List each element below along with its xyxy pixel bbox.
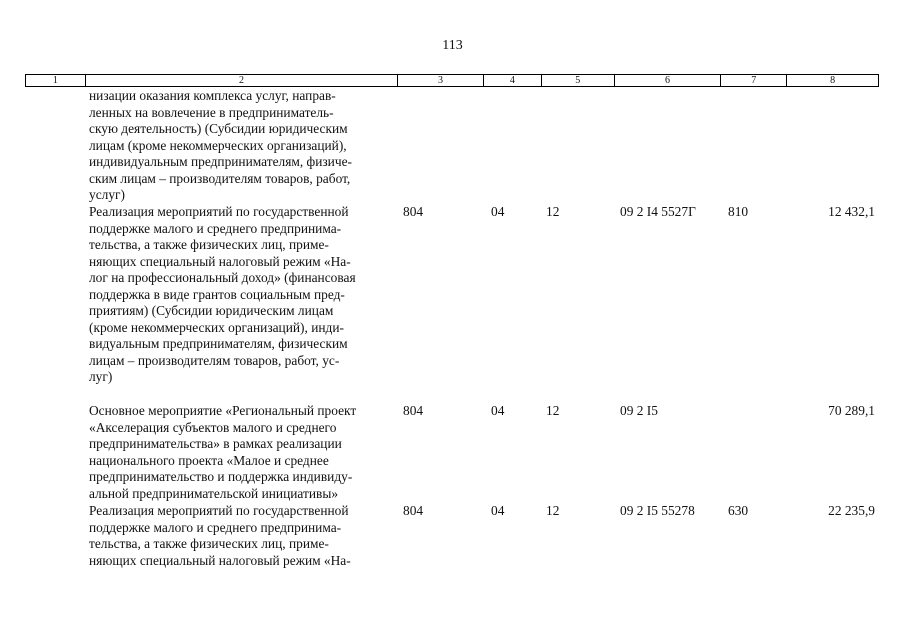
description-line: няющих специальный налоговый режим «На- bbox=[89, 253, 351, 269]
column-number-6: 6 bbox=[615, 75, 722, 86]
description-line: национального проекта «Малое и среднее bbox=[89, 452, 329, 468]
description-line: «Акселерация субъектов малого и среднего bbox=[89, 419, 337, 435]
description-line: поддержке малого и среднего предпринима- bbox=[89, 220, 342, 236]
column-number-3: 3 bbox=[398, 75, 484, 86]
description-line: лицам – производителям товаров, работ, ус- bbox=[89, 352, 340, 368]
column-number-5: 5 bbox=[542, 75, 615, 86]
target-article-code: 09 2 I5 55278 bbox=[620, 503, 695, 518]
row-description bbox=[89, 88, 389, 204]
description-line: предпринимательства» в рамках реализации bbox=[89, 436, 342, 451]
budget-table-body bbox=[25, 88, 879, 571]
description-line: луг) bbox=[89, 369, 113, 384]
expense-type-code: 810 bbox=[728, 204, 749, 219]
target-article-code: 09 2 I5 bbox=[620, 403, 658, 418]
column-number-4: 4 bbox=[484, 75, 542, 86]
column-number-8: 8 bbox=[830, 75, 836, 86]
section-code: 04 bbox=[491, 503, 505, 518]
description-line: Реализация мероприятий по государственной bbox=[89, 204, 349, 219]
row-description bbox=[89, 503, 389, 569]
amount-value: 12 432,1 bbox=[828, 204, 875, 219]
description-line: предпринимательство и поддержка индивиду- bbox=[89, 469, 353, 484]
description-line: поддержке малого и среднего предпринима- bbox=[89, 519, 342, 535]
description-line: альной предпринимательской инициативы» bbox=[89, 485, 339, 501]
description-line: ленных на вовлечение в предприниматель- bbox=[89, 104, 334, 120]
subsection-code: 12 bbox=[546, 503, 560, 518]
section-code: 04 bbox=[491, 403, 505, 418]
section-code: 04 bbox=[491, 204, 505, 219]
chief-administrator-code: 804 bbox=[403, 503, 424, 518]
description-line: ским лицам – производителям товаров, работ, bbox=[89, 170, 351, 186]
amount-value: 22 235,9 bbox=[828, 503, 875, 518]
description-line: видуальным предпринимателям, физическим bbox=[89, 336, 348, 351]
row-description bbox=[89, 403, 389, 502]
column-number-2: 2 bbox=[86, 75, 398, 86]
column-number-1: 1 bbox=[26, 75, 86, 86]
description-line: скую деятельность) (Субсидии юридическим bbox=[89, 121, 348, 136]
subsection-code: 12 bbox=[546, 403, 560, 418]
amount-value: 70 289,1 bbox=[828, 403, 875, 418]
subsection-code: 12 bbox=[546, 204, 560, 219]
table-row bbox=[25, 204, 879, 403]
table-row bbox=[25, 403, 879, 503]
description-line: лог на профессиональный доход» (финансовая bbox=[89, 270, 356, 285]
description-line: Реализация мероприятий по государственной bbox=[89, 503, 349, 518]
page-number: 113 bbox=[442, 38, 463, 53]
description-line: приятиям) (Субсидии юридическим лицам bbox=[89, 303, 334, 318]
chief-administrator-code: 804 bbox=[403, 204, 424, 219]
table-row bbox=[25, 88, 879, 204]
row-description bbox=[89, 204, 389, 386]
description-line: тельства, а также физических лиц, приме- bbox=[89, 536, 329, 551]
description-line: Основное мероприятие «Региональный проект bbox=[89, 403, 357, 418]
column-number-header bbox=[25, 74, 879, 87]
chief-administrator-code: 804 bbox=[403, 403, 424, 418]
description-line: низации оказания комплекса услуг, направ- bbox=[89, 88, 336, 103]
column-number-7: 7 bbox=[721, 75, 787, 86]
description-line: (кроме некоммерческих организаций), инди- bbox=[89, 319, 344, 335]
description-line: лицам (кроме некоммерческих организаций), bbox=[89, 137, 347, 153]
description-line: тельства, а также физических лиц, приме- bbox=[89, 237, 329, 252]
description-line: поддержка в виде грантов социальным пред- bbox=[89, 286, 345, 302]
table-row bbox=[25, 503, 879, 571]
expense-type-code: 630 bbox=[728, 503, 749, 518]
target-article-code: 09 2 I4 5527Г bbox=[620, 204, 696, 219]
description-line: индивидуальным предпринимателям, физиче- bbox=[89, 154, 352, 169]
description-line: услуг) bbox=[89, 187, 125, 202]
description-line: няющих специальный налоговый режим «На- bbox=[89, 552, 351, 568]
